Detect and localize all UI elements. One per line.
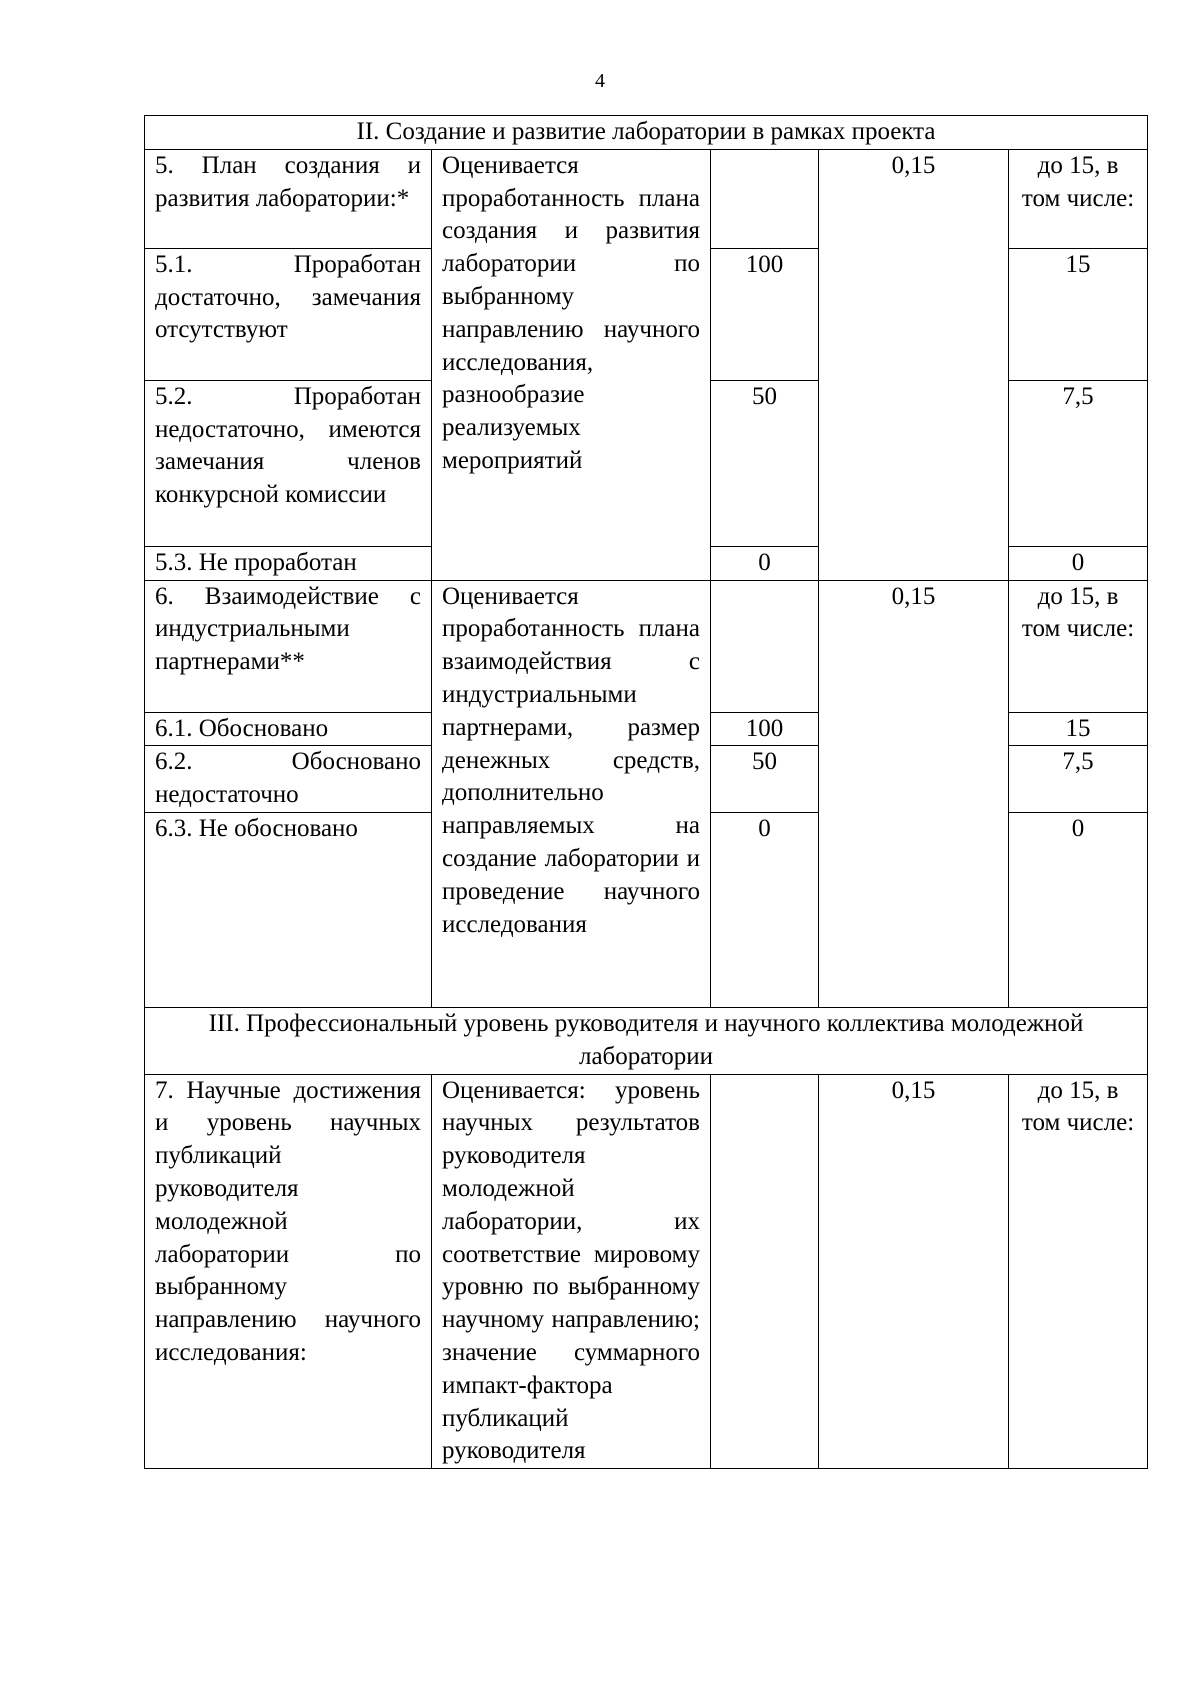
- criterion-5-row: [145, 149, 1148, 248]
- criterion-5-2-score: 50: [711, 380, 819, 546]
- criterion-6-description: Оценивается проработанность плана взаимодействия с индустриальными партнерами, размер денежных средств, дополнительно направляемых на создание лаборатории и проведение научного исследования: [432, 580, 711, 1007]
- criterion-6-1-score: 100: [711, 712, 819, 746]
- criterion-5-weight: 0,15: [819, 149, 1009, 580]
- criterion-5-2-points: 7,5: [1009, 380, 1148, 546]
- criterion-5-2-label: 5.2. Проработан недостаточно, имеются замечания членов конкурсной комиссии: [145, 380, 432, 546]
- criterion-6-1-points: 15: [1009, 712, 1148, 746]
- criterion-5-max: до 15, в том числе:: [1009, 149, 1148, 248]
- criterion-5-3-label: 5.3. Не проработан: [145, 546, 432, 580]
- criterion-6-max: до 15, в том числе:: [1009, 580, 1148, 712]
- criterion-6-3-label: 6.3. Не обосновано: [145, 812, 432, 1007]
- criterion-7-score: [711, 1074, 819, 1469]
- criterion-7-description: Оценивается: уровень научных результатов руководителя молодежной лаборатории, их соответствие мировому уровню по выбранному научному направлению; значение суммарного импакт-фактора публикаций руководителя: [432, 1074, 711, 1469]
- criterion-5-3-score: 0: [711, 546, 819, 580]
- criterion-5-1-label: 5.1. Проработан достаточно, замечания отсутствуют: [145, 248, 432, 380]
- section-header-row: [145, 116, 1148, 150]
- section-header-row: [145, 1007, 1148, 1074]
- page-number: 4: [595, 70, 605, 92]
- criterion-7-row: [145, 1074, 1148, 1469]
- criterion-6-2-label: 6.2. Обосновано недостаточно: [145, 746, 432, 813]
- criterion-6-1-label: 6.1. Обосновано: [145, 712, 432, 746]
- criterion-6-2-score: 50: [711, 746, 819, 813]
- criterion-6-row: [145, 580, 1148, 712]
- criterion-5-1-score: 100: [711, 248, 819, 380]
- criterion-5-score: [711, 149, 819, 248]
- criterion-6-weight: 0,15: [819, 580, 1009, 1007]
- criterion-5-3-points: 0: [1009, 546, 1148, 580]
- criterion-5-1-points: 15: [1009, 248, 1148, 380]
- criterion-6-title: 6. Взаимодействие с индустриальными партнерами**: [145, 580, 432, 712]
- criterion-7-title: 7. Научные достижения и уровень научных публикаций руководителя молодежной лаборатории по выбранному направлению научного исследования:: [145, 1074, 432, 1469]
- criterion-7-weight: 0,15: [819, 1074, 1009, 1469]
- criterion-6-score: [711, 580, 819, 712]
- criterion-6-2-points: 7,5: [1009, 746, 1148, 813]
- criterion-5-title: 5. План создания и развития лаборатории:*: [145, 149, 432, 248]
- criterion-6-3-score: 0: [711, 812, 819, 1007]
- section-2-heading: II. Создание и развитие лаборатории в рамках проекта: [145, 116, 1148, 150]
- criterion-5-description: Оценивается проработанность плана создания и развития лаборатории по выбранному направлению научного исследования, разнообразие реализуемых мероприятий: [432, 149, 711, 580]
- criterion-7-max: до 15, в том числе:: [1009, 1074, 1148, 1469]
- criterion-6-3-points: 0: [1009, 812, 1148, 1007]
- section-3-heading: III. Профессиональный уровень руководителя и научного коллектива молодежной лаборатории: [145, 1007, 1148, 1074]
- criteria-table: [144, 115, 1148, 1469]
